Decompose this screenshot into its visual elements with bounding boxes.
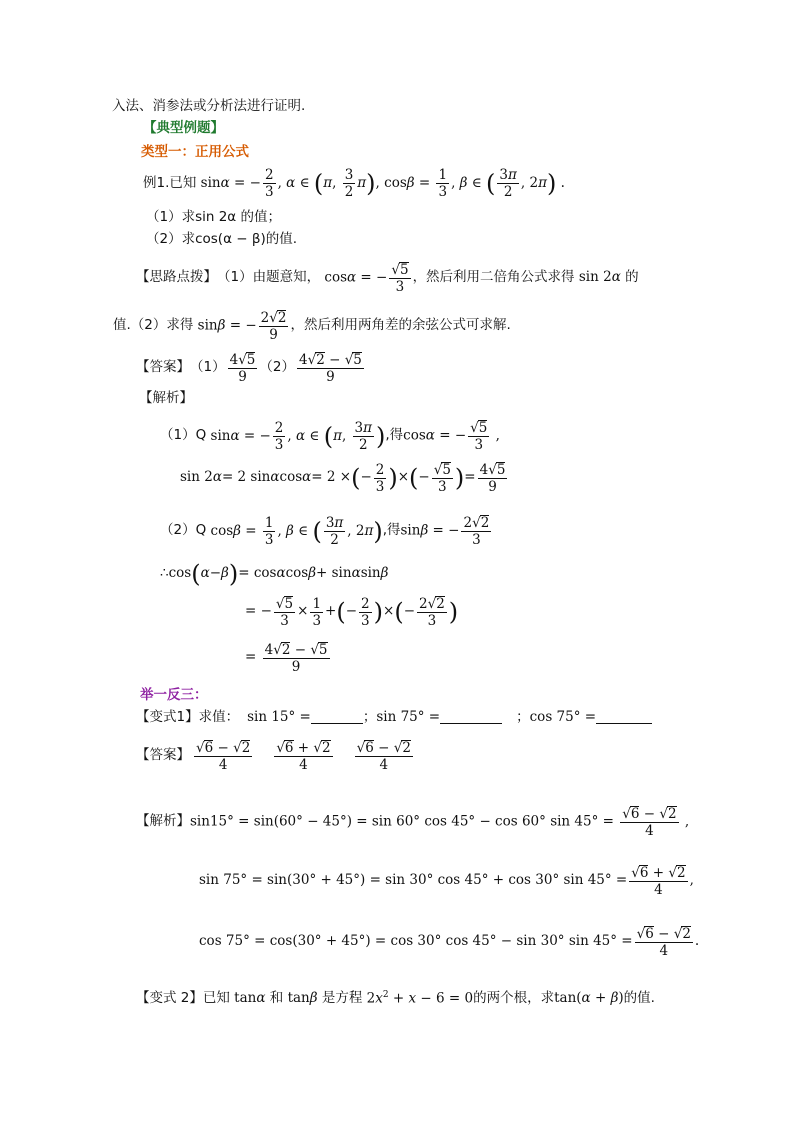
- variant2-text-c: 是方程: [321, 989, 363, 1006]
- hint-formula-sin2a: sin 2α: [574, 269, 621, 286]
- example1-label: 例1.已知: [143, 174, 197, 191]
- sol1-prefix: （1）Q: [160, 427, 207, 444]
- hint-formula-sinb: sinβ = − $\frac{2√2}{9}$: [193, 310, 287, 344]
- sol1-line2: sin 2 α = 2 sin α cos α = 2 × ( − 2 3 ) × ( − √5 3 ) = 4√5 9: [180, 461, 506, 496]
- variant1-sin75: sin 75° =: [376, 709, 441, 725]
- sol1-cos: cosα = − $\frac{√5}{3}$ ,: [403, 420, 500, 454]
- intro-line: 入法、消参法或分析法进行证明.: [112, 98, 306, 114]
- blank-sin75[interactable]: [440, 711, 502, 724]
- blank-sin15[interactable]: [311, 711, 363, 724]
- example1-statement: [143, 168, 565, 199]
- variant2-label: 【变式 2】: [136, 989, 203, 1006]
- variant1-answer-sin75: $\frac{√6 + √2}{4}$: [276, 740, 331, 774]
- example1-q2: （2）求cos(α − β)的值.: [146, 231, 298, 247]
- sol2-line3: = − $\frac{√5}{3}$ × 1 3 + ( − 2 3 ) × ( − 2√2 3 ): [245, 595, 459, 630]
- sol2-sin: sinβ = − $\frac{2√2}{3}$: [400, 515, 490, 549]
- sol1-line1: [160, 420, 500, 452]
- example1-q1: （1）求sin 2α 的值；: [146, 209, 281, 225]
- variant1-prompt: 求值：: [198, 709, 240, 725]
- sol1-given: sinα = − $\frac{2}{3}$ , α ∈ (π, $\frac{3\pi}{2}$ ): [206, 419, 386, 453]
- sol2-line4: = $\frac{4√2 - √5}{9}$: [245, 642, 328, 676]
- answer-1-label: （1）: [190, 359, 226, 376]
- variant2-tana: tanα: [229, 989, 266, 1006]
- variant2-text-d: 的两个根，求: [473, 989, 555, 1006]
- sep-2: ；: [516, 709, 530, 725]
- hint-line-2: [113, 310, 511, 342]
- sol1-get: ,得: [385, 427, 404, 444]
- example1-answer: [136, 352, 366, 384]
- hint-label: 【思路点拨】: [136, 269, 217, 286]
- answer-label: 【答案】: [136, 359, 190, 376]
- hint-text-1b: ，然后利用二倍角公式求得: [412, 269, 575, 286]
- sol2-prefix: （2）Q: [160, 522, 207, 539]
- hint-text-2b: ，然后利用两角差的余弦公式可求解.: [290, 317, 511, 334]
- answer-2-value: $\frac{4√2 - √5}{9}$: [298, 352, 362, 386]
- sin75-derivation: sin 75° = sin(30° + 45°) = sin 30° cos 45° + cos 30° sin 45° = √6 + √2 4 ,: [199, 865, 694, 899]
- therefore-symbol: ∴: [160, 565, 169, 582]
- answer-1-value: $\frac{4√5}{9}$: [229, 352, 256, 386]
- variant2-tanb: tanβ: [283, 989, 318, 1006]
- variant1-line: [136, 711, 652, 725]
- variant2-text-e: 的值.: [623, 989, 655, 1006]
- hint-formula-cos: cosα = − $\frac{√5}{3}$: [320, 262, 409, 296]
- variant2-text-b: 和: [269, 989, 284, 1006]
- variant2-equation: $2x^2 + x - 6 = 0$: [362, 990, 474, 1007]
- variant1-cos75: cos 75° =: [529, 709, 597, 725]
- variant1-answer: [136, 740, 415, 772]
- practice-title: 举一反三：: [140, 687, 208, 703]
- analysis-label: 【解析】: [139, 390, 193, 406]
- variant2-text-a: 已知: [202, 989, 230, 1006]
- example1-formula: sinα = − $\frac{2}{3}$ , α ∈ (π, $\frac{3}{2}$ π), cosβ = $\frac{1}{3}$ , β ∈ ( $\frac{3\pi}{2}$ , 2π) .: [196, 167, 565, 201]
- variant1-label: 【变式1】: [136, 709, 199, 725]
- hint-text-2a: 值.（2）求得: [113, 317, 194, 334]
- variant2-tan-sum: tan(α + β): [554, 989, 624, 1006]
- variant1-answer-sin15: $\frac{√6 - √2}{4}$: [196, 740, 251, 774]
- answer-2-label: （2）: [259, 359, 295, 376]
- cos75-derivation: cos 75° = cos(30° + 45°) = cos 30° cos 45° − sin 30° sin 45° = √6 − √2 4 .: [199, 926, 700, 960]
- hint-text-1a: （1）由题意知，: [217, 269, 321, 286]
- eq-sign-2: =: [245, 649, 257, 666]
- variant1-sin15: sin 15° =: [247, 709, 311, 725]
- variant1-answer-label: 【答案】: [136, 747, 190, 764]
- variant2-line: [136, 991, 655, 1006]
- sol2-get: ,得: [382, 522, 401, 539]
- hint-text-1c: 的: [625, 269, 639, 286]
- eq-sign-1: =: [245, 603, 257, 620]
- variant1-analysis-label: 【解析】: [136, 813, 190, 830]
- sep-1: ；: [362, 709, 377, 725]
- blank-cos75[interactable]: [596, 711, 652, 724]
- section-title: 【典型例题】: [143, 120, 224, 136]
- sol2-line1: [160, 515, 493, 547]
- variant1-answer-cos75: $\frac{√6 - √2}{4}$: [356, 740, 411, 774]
- sin15-derivation: sin15° = sin(60° − 45°) = sin 60° cos 45° − cos 60° sin 45° = $\frac{√6 - √2}{4}$ ,: [190, 806, 690, 840]
- sol2-line2: ∴ cos ( α − β ) = cos α cos β + sin α sin β: [160, 560, 389, 588]
- hint-line-1: [136, 262, 639, 294]
- type-title: 类型一：正用公式: [141, 144, 249, 160]
- sol2-given: cosβ = $\frac{1}{3}$ , β ∈ ( $\frac{3\pi}{2}$ , 2π): [206, 514, 383, 548]
- variant1-analysis-line1: [136, 806, 689, 838]
